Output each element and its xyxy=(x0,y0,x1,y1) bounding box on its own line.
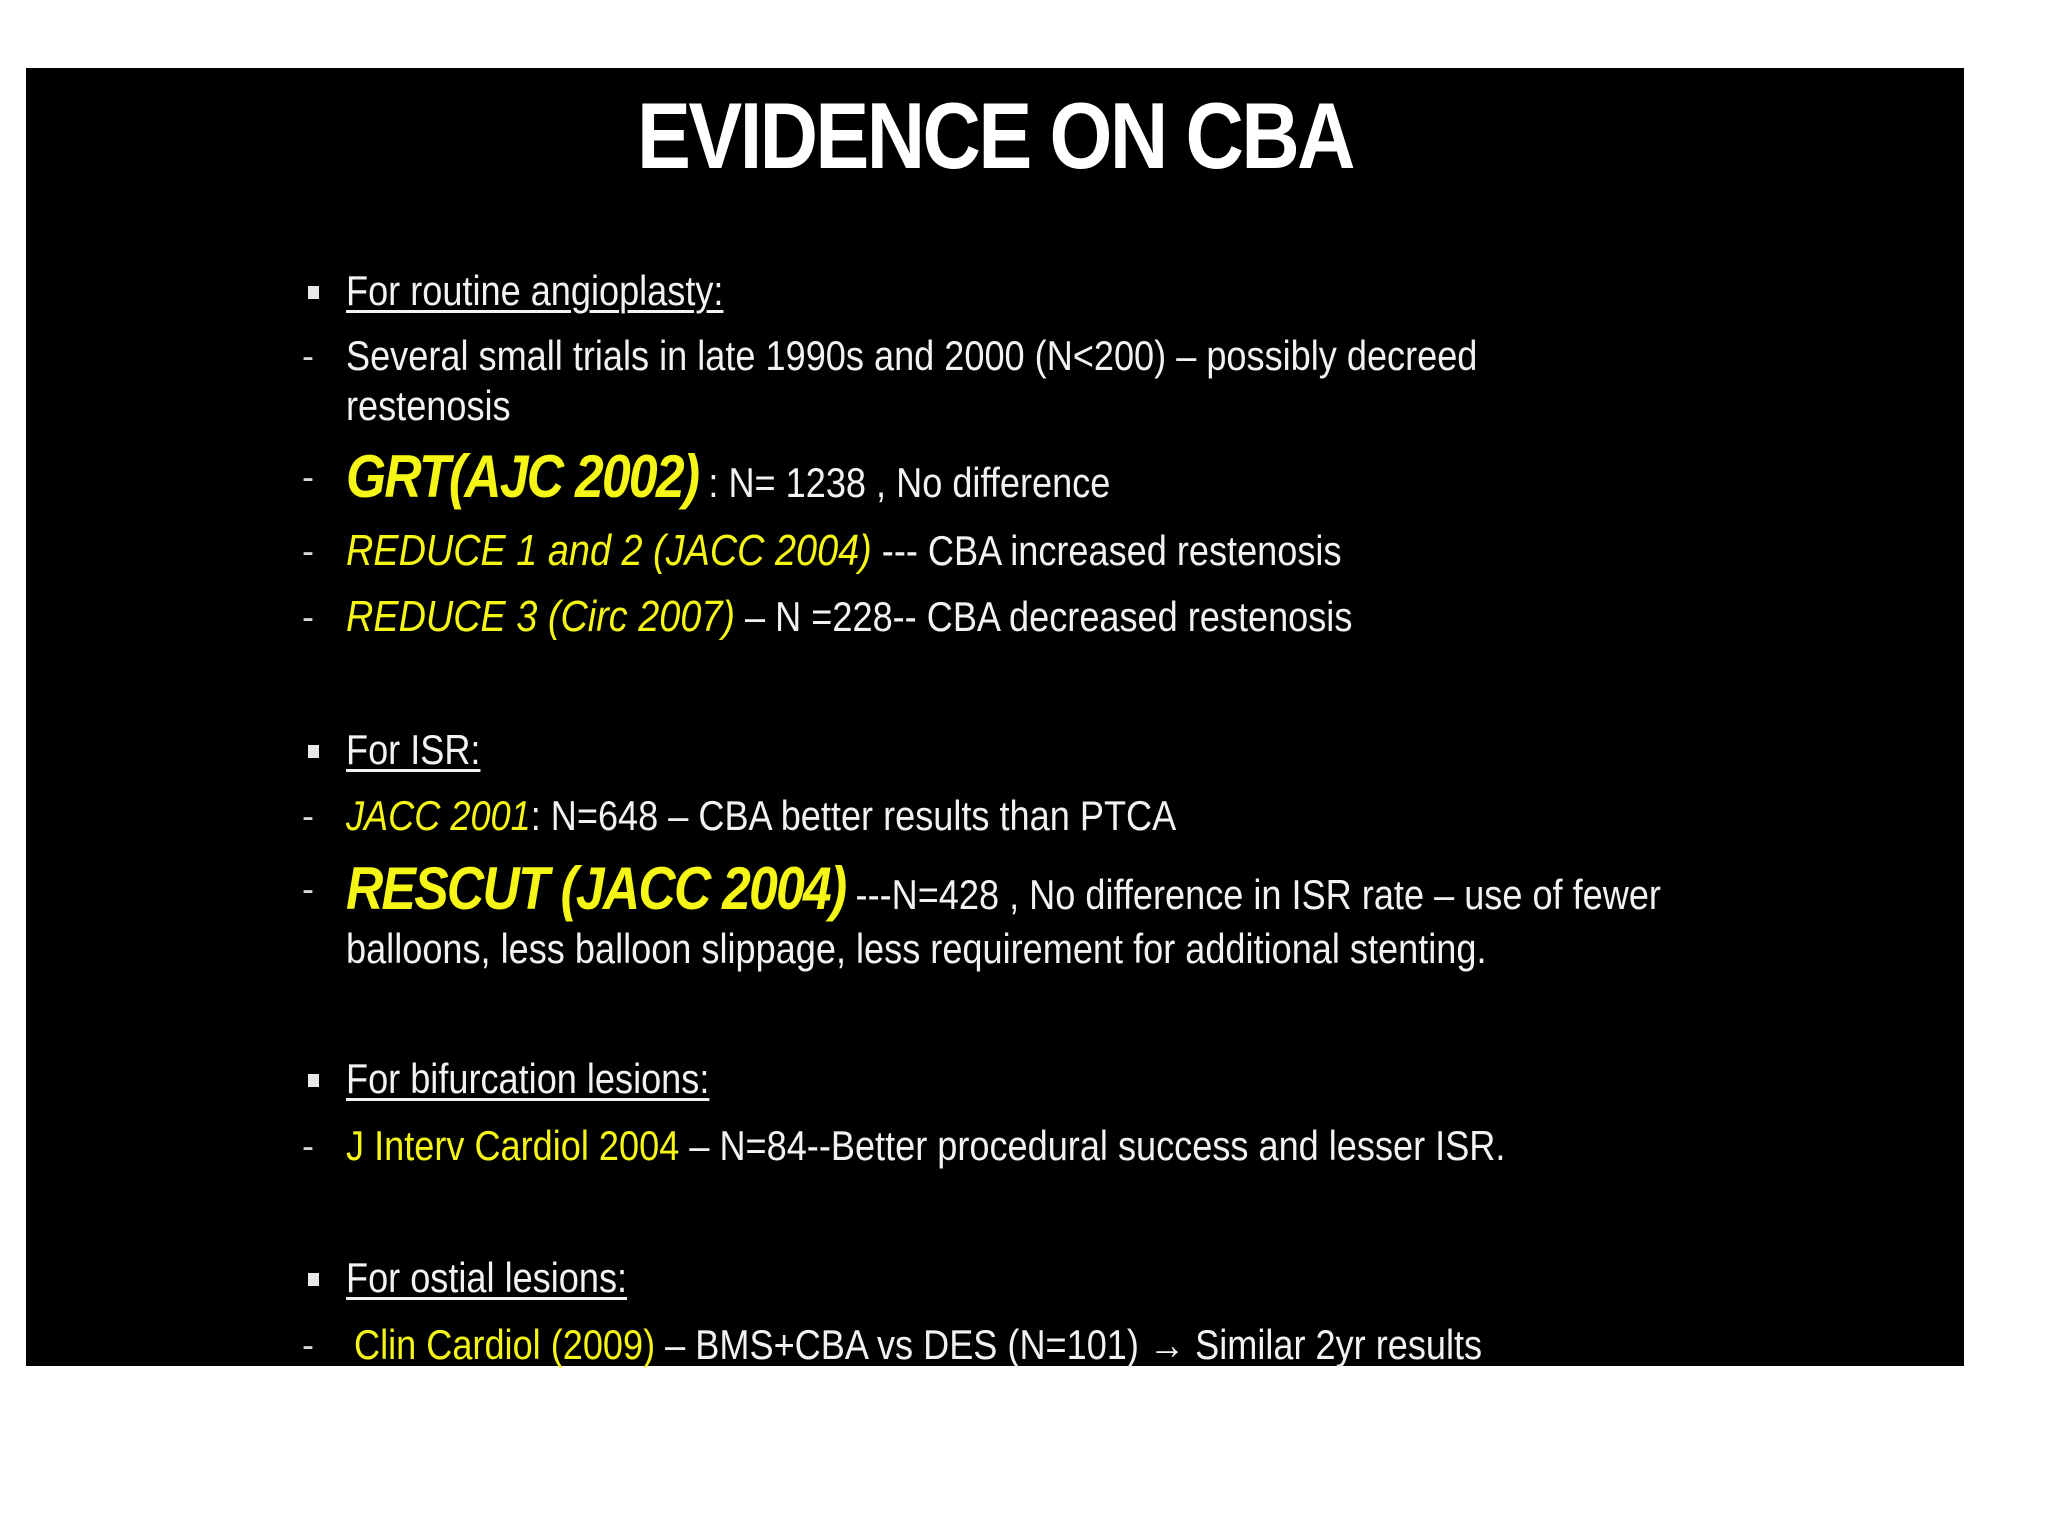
section-heading-text: For ostial lesions: xyxy=(346,1254,628,1301)
list-item-text xyxy=(346,791,1176,841)
list-item-text xyxy=(346,592,1352,642)
square-bullet-icon xyxy=(308,1273,319,1286)
slide-title: EVIDENCE ON CBA xyxy=(637,83,1353,188)
study-result: : N=648 – CBA better results than PTCA xyxy=(530,792,1177,839)
slide xyxy=(26,68,1964,1366)
study-citation: Clin Cardiol (2009) xyxy=(354,1321,656,1368)
study-citation: J Interv Cardiol 2004 xyxy=(346,1122,680,1169)
dash-bullet: - xyxy=(302,868,314,909)
study-citation: REDUCE 3 (Circ 2007) xyxy=(346,592,736,641)
list-item-text xyxy=(346,526,1342,576)
dash-bullet: - xyxy=(302,1324,314,1365)
study-result: : N= 1238 , No difference xyxy=(698,459,1111,506)
list-item-text xyxy=(354,1320,1482,1370)
study-result: – N=84--Better procedural success and lesser ISR. xyxy=(679,1122,1506,1169)
study-result: ---N=428 , No difference in ISR rate – use of fewer xyxy=(845,871,1661,918)
list-item-text xyxy=(346,854,1661,974)
list-item-text xyxy=(346,331,1477,431)
dash-bullet: - xyxy=(302,596,314,637)
dash-bullet: - xyxy=(302,335,314,376)
dash-bullet: - xyxy=(302,456,314,497)
study-citation: GRT(AJC 2002) xyxy=(346,443,699,510)
square-bullet-icon xyxy=(308,1074,319,1087)
list-item-text-line: restenosis xyxy=(346,382,511,429)
study-citation: RESCUT (JACC 2004) xyxy=(346,855,846,922)
list-item xyxy=(26,442,1706,512)
square-bullet-icon xyxy=(308,745,319,758)
list-item-text xyxy=(346,442,1110,518)
square-bullet-icon xyxy=(308,286,319,299)
study-result: – BMS+CBA vs DES (N=101) → Similar 2yr results xyxy=(655,1321,1483,1368)
section-heading-text: For ISR: xyxy=(346,726,481,773)
study-result: --- CBA increased restenosis xyxy=(871,527,1342,574)
study-citation: JACC 2001 xyxy=(346,792,531,839)
list-item-text xyxy=(346,1121,1505,1171)
section-heading-text: For routine angioplasty: xyxy=(346,267,724,314)
list-item-text-line: Several small trials in late 1990s and 2000 (N<200) – possibly decreed xyxy=(346,332,1478,379)
dash-bullet: - xyxy=(302,795,314,836)
list-item-text-line: balloons, less balloon slippage, less requirement for additional stenting. xyxy=(346,925,1487,972)
dash-bullet: - xyxy=(302,1125,314,1166)
study-citation: REDUCE 1 and 2 (JACC 2004) xyxy=(346,526,872,575)
study-result: – N =228-- CBA decreased restenosis xyxy=(735,593,1353,640)
dash-bullet: - xyxy=(302,530,314,571)
section-heading-text: For bifurcation lesions: xyxy=(346,1055,710,1102)
